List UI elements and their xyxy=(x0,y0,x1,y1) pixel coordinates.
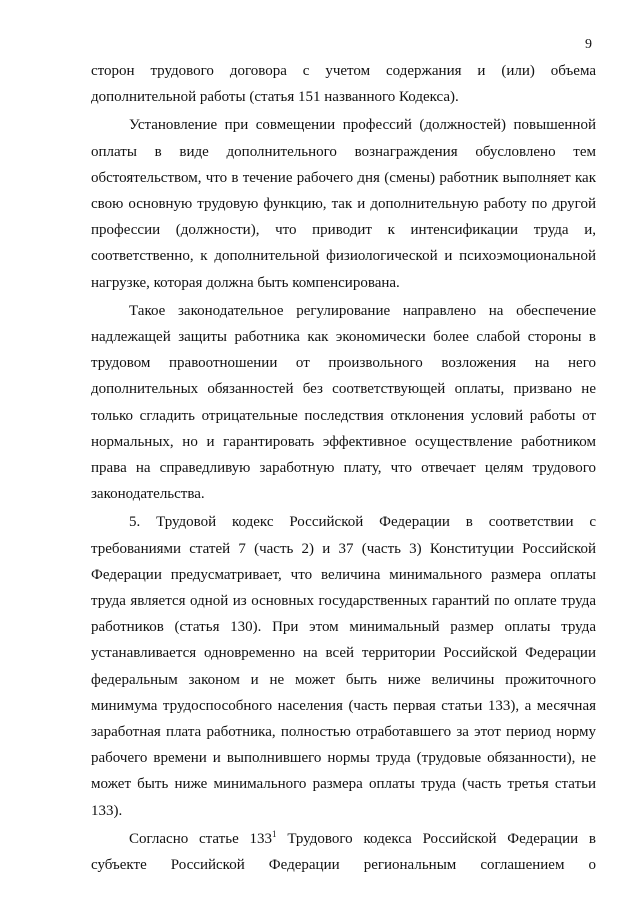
paragraph-text-after-superscript: Трудового кодекса Российской Федерации в субъекте Российской Федерации региональным соглашением о xyxy=(91,830,597,874)
document-body xyxy=(91,58,596,878)
paragraph-minimum-wage: 5. Трудовой кодекс Российской Федерации в соответствии с требованиями статей 7 (часть 2) и 37 (часть 3) Конституции Российской Федерации предусматривает, что величина минимального размера оплаты труда является одной из основных государственных гарантий по оплате труда работников (статья 130). При этом минимальный размер оплаты труда устанавливается одновременно на всей территории Российской Федерации федеральным законом и не может быть ниже величины прожиточного минимума трудоспособного населения (часть первая статьи 133), а месячная заработная плата работника, полностью отработавшего за этот период норму рабочего времени и выполнившего нормы труда (трудовые обязанности), не может быть ниже минимального размера оплаты труда (часть третья статьи 133). xyxy=(91,514,596,819)
paragraph-text-before-superscript: Согласно статье 133 xyxy=(129,830,273,847)
paragraph-combining-professions: Установление при совмещении профессий (должностей) повышенной оплаты в виде дополнительного вознаграждения обусловлено тем обстоятельством, что в течение рабочего дня (смены) работник выполняет как свою основную трудовую функцию, так и дополнительную работу по другой профессии (должности), что приводит к интенсификации труда и, соответственно, к дополнительной физиологической и психоэмоциональной нагрузке, которая должна быть компенсирована. xyxy=(91,117,596,291)
page-number: 9 xyxy=(585,37,592,52)
paragraph-article-133-1 xyxy=(91,826,596,878)
paragraph-legislative-regulation: Такое законодательное регулирование направлено на обеспечение надлежащей защиты работника как экономически более слабой стороны в трудовом правоотношении от произвольного возложения на него дополнительных обязанностей без соответствующей оплаты, призвано не только сгладить отрицательные последствия отклонения условий работы от нормальных, но и гарантировать эффективное осуществление работником права на справедливую заработную плату, что отвечает целям трудового законодательства. xyxy=(91,302,596,503)
article-superscript: 1 xyxy=(272,828,277,839)
paragraph-continuation: сторон трудового договора с учетом содержания и (или) объема дополнительной работы (статья 151 названного Кодекса). xyxy=(91,63,596,106)
